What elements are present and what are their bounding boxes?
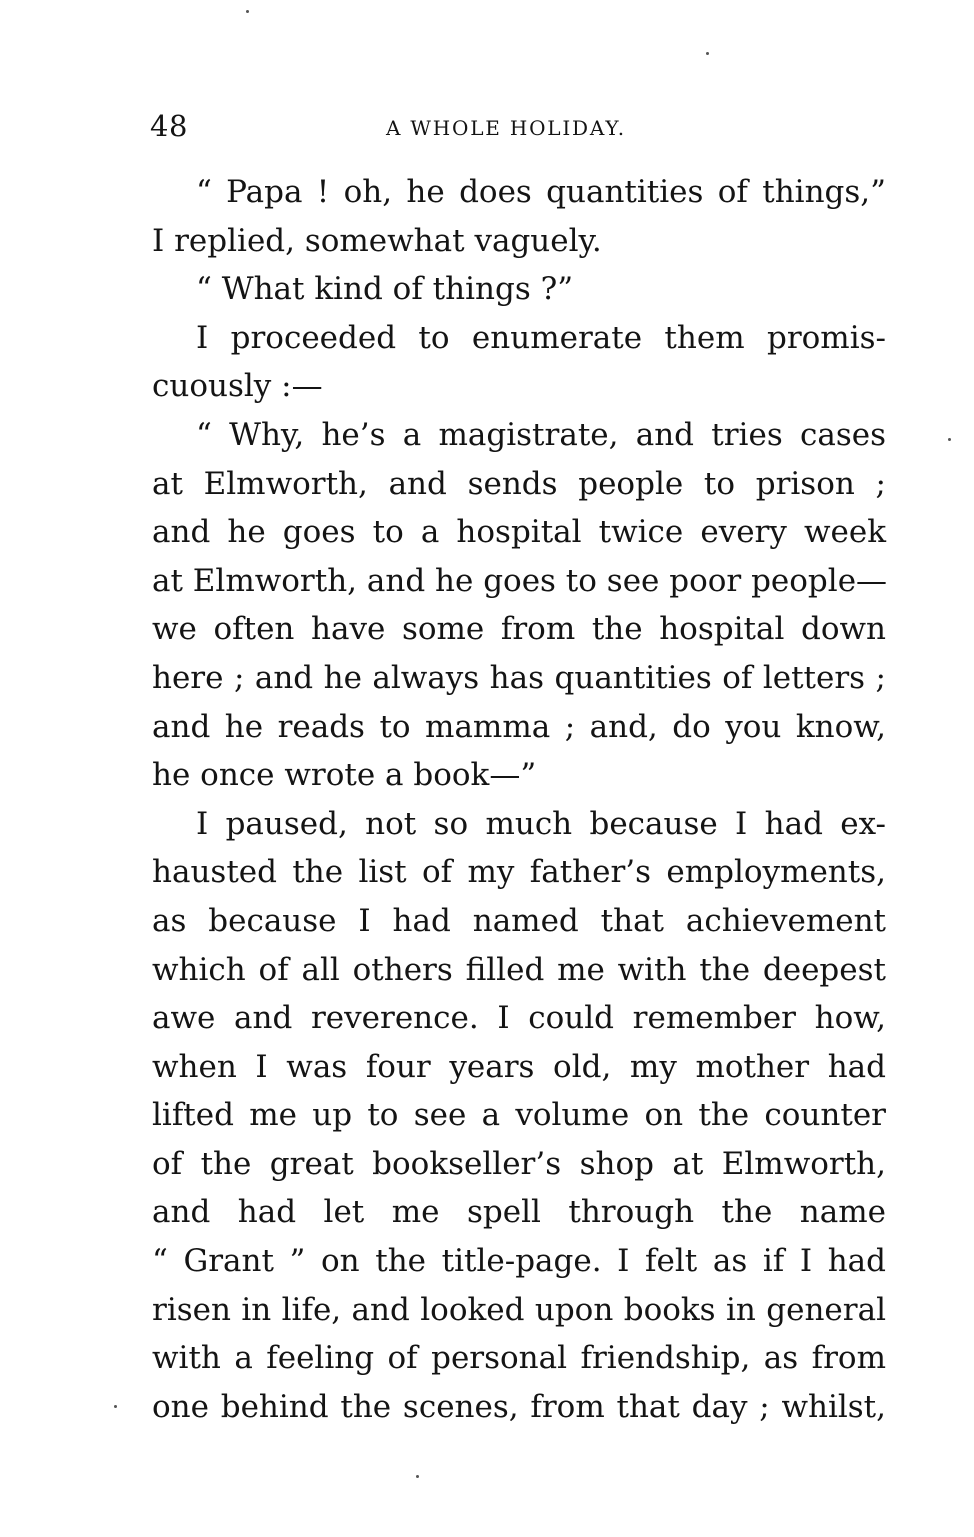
text-line: hausted the list of my father’s employments, <box>152 854 886 891</box>
running-title: A WHOLE HOLIDAY. <box>386 116 626 140</box>
page-header <box>150 106 886 146</box>
text-line: here ; and he always has quantities of letters ; <box>152 659 886 696</box>
text-line: “ What kind of things ?” <box>196 271 574 308</box>
text-line: lifted me up to see a volume on the counter <box>152 1097 886 1134</box>
text-line: “ Papa ! oh, he does quantities of things,” <box>196 174 886 210</box>
scan-speck <box>246 10 249 13</box>
scan-speck <box>706 52 709 55</box>
text-line: cuously :— <box>152 368 323 405</box>
text-line: awe and reverence. I could remember how, <box>152 1000 886 1037</box>
text-line: risen in life, and looked upon books in general <box>152 1291 886 1328</box>
text-line: one behind the scenes, from that day ; whilst, <box>152 1388 886 1425</box>
text-line: “ Grant ” on the title-page. I felt as if I had <box>152 1243 886 1280</box>
text-line: of the great bookseller’s shop at Elmworth, <box>152 1145 886 1182</box>
text-line: with a feeling of personal friendship, as from <box>152 1340 886 1377</box>
text-line: as because I had named that achievement <box>152 902 886 939</box>
text-line: at Elmworth, and he goes to see poor people— <box>152 562 888 599</box>
text-line: I replied, somewhat vaguely. <box>152 222 602 259</box>
text-line: and had let me spell through the name <box>152 1194 886 1231</box>
text-line: when I was four years old, my mother had <box>152 1048 886 1085</box>
text-line: which of all others filled me with the deepest <box>152 951 886 988</box>
text-line: we often have some from the hospital down <box>152 611 886 648</box>
text-line: he once wrote a book—” <box>152 757 537 794</box>
text-line: “ Why, he’s a magistrate, and tries cases <box>196 416 886 453</box>
body-text <box>152 168 886 1431</box>
text-line: at Elmworth, and sends people to prison ; <box>152 465 886 502</box>
text-line: and he goes to a hospital twice every week <box>152 514 886 551</box>
scan-speck <box>948 438 951 441</box>
scan-speck <box>416 1475 419 1478</box>
scan-speck <box>114 1405 117 1408</box>
page-number: 48 <box>150 109 188 143</box>
text-line: I paused, not so much because I had ex- <box>196 805 886 842</box>
text-line: I proceeded to enumerate them promis- <box>196 319 886 356</box>
text-line: and he reads to mamma ; and, do you know, <box>152 708 886 745</box>
